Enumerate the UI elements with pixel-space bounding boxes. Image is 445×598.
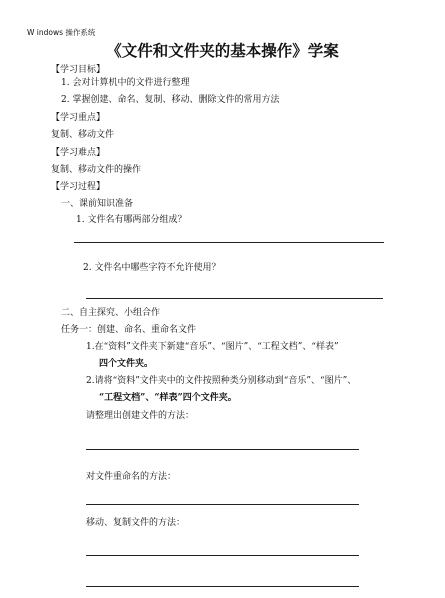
section1-question-2: 2. 文件名中哪些字符不允许使用？	[83, 263, 221, 273]
answer-line[interactable]	[86, 504, 359, 505]
section1-heading: 一、课前知识准备	[61, 199, 134, 209]
prompt-create-method: 请整理出创建文件的方法：	[86, 411, 195, 421]
objectives-heading: 【学习目标】	[51, 65, 106, 75]
task1-heading: 任务一：创建、命名、重命名文件	[61, 325, 197, 335]
process-heading: 【学习过程】	[51, 182, 106, 192]
page-title: 《文件和文件夹的基本操作》学案	[106, 42, 339, 60]
answer-line[interactable]	[74, 242, 384, 243]
prompt-rename-method: 对文件重命名的方法：	[86, 472, 177, 482]
key-points-text: 复制、移动文件	[51, 130, 115, 140]
task1-step2-line1: 2.请将“资料”文件夹中的文件按照种类分别移动到“音乐”、“图片”、	[86, 376, 357, 386]
document-header: W indows 操作系统	[27, 28, 96, 37]
section2-heading: 二、自主探究、小组合作	[61, 308, 161, 318]
task1-step2-line2: “工程文档”、“样表”四个文件夹。	[99, 393, 237, 403]
answer-line[interactable]	[86, 449, 359, 450]
answer-line[interactable]	[86, 555, 359, 556]
objective-item-1: 1. 会对计算机中的文件进行整理	[61, 78, 190, 88]
task1-step1-line1: 1.在“资料”文件夹下新建“音乐”、“图片”、“工程文档”、“样表”	[86, 342, 339, 352]
section1-question-1: 1. 文件名有哪两部分组成？	[76, 215, 187, 225]
difficulties-text: 复制、移动文件的操作	[51, 165, 142, 175]
task1-step1-line2: 四个文件夹。	[99, 359, 154, 369]
objective-item-2: 2. 掌握创建、命名、复制、移动、删除文件的常用方法	[61, 95, 280, 105]
answer-line[interactable]	[86, 298, 383, 299]
key-points-heading: 【学习重点】	[51, 113, 106, 123]
answer-line[interactable]	[86, 586, 359, 587]
difficulties-heading: 【学习难点】	[51, 148, 106, 158]
prompt-move-copy-method: 移动、复制文件的方法：	[86, 518, 186, 528]
